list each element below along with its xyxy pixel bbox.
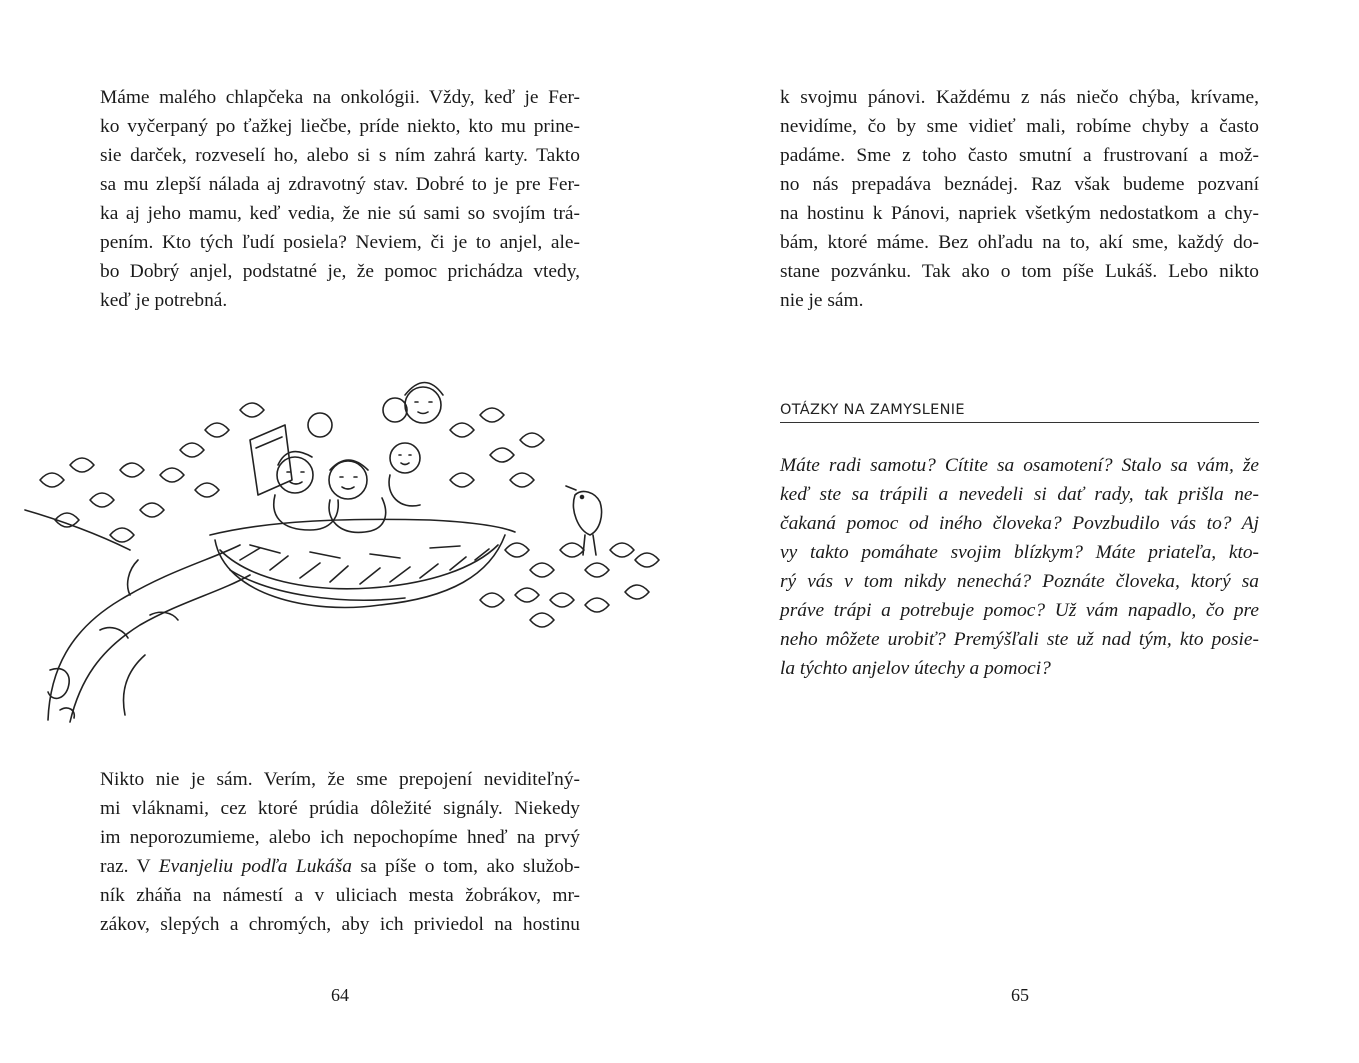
text-line: keď je potrebná. (100, 290, 228, 311)
left-page (0, 0, 679, 1063)
text-line (100, 852, 580, 881)
left-paragraph-1 (100, 83, 580, 315)
text-line: čakaná pomoc od iného človeka? Povzbudilo vás to? Aj (780, 513, 1259, 534)
text-line: neho môžete urobiť? Premýšľali ste už nad tým, kto posie- (780, 629, 1259, 650)
text-line: vy takto pomáhate svojim blízkym? Máte priateľa, kto- (780, 542, 1259, 563)
text-line: Máte radi samotu? Cítite sa osamotení? Stalo sa vám, že (780, 455, 1259, 476)
left-paragraph-2 (100, 765, 580, 939)
text-line: nevidíme, čo by sme vidieť mali, robíme chyby a často (780, 116, 1259, 137)
text-line: mi vláknami, cez ktoré prúdia dôležité signály. Niekedy (100, 798, 580, 819)
text-line: padáme. Sme z toho často smutní a frustrovaní a mož- (780, 145, 1259, 166)
text-line: sa mu zlepší nálada aj zdravotný stav. Dobré to je pre Fer- (100, 174, 580, 195)
text-line: zákov, slepých a chromých, aby ich priviedol na hostinu (100, 914, 580, 935)
tree-nest-children-drawing-icon (10, 370, 670, 730)
text-line: bám, ktoré máme. Bez ohľadu na to, akí sme, každý do- (780, 232, 1259, 253)
questions-paragraph (780, 451, 1259, 683)
text-line: ko vyčerpaný po ťažkej liečbe, príde niekto, kto mu prine- (100, 116, 580, 137)
text-line: im neporozumieme, alebo ich nepochopíme hneď na prvý (100, 827, 580, 848)
text-line: práve trápi a potrebuje pomoc? Už vám napadlo, čo pre (780, 600, 1259, 621)
text-line: k svojmu pánovi. Každému z nás niečo chýba, krívame, (780, 87, 1259, 108)
text-segment: raz. V (100, 856, 159, 877)
text-line: Máme malého chlapčeka na onkológii. Vždy, keď je Fer- (100, 87, 580, 108)
text-line: ka aj jeho mamu, keď vedia, že nie sú sami so svojím trá- (100, 203, 580, 224)
text-line: ník zháňa na námestí a v uliciach mesta žobrákov, mr- (100, 885, 580, 906)
page-number-right: 65 (1011, 985, 1029, 1005)
text-line: bo Dobrý anjel, podstatné je, že pomoc prichádza vtedy, (100, 261, 580, 282)
book-title-italic: Evanjeliu podľa Lukáša (158, 856, 352, 877)
text-line: no nás prepadáva beznádej. Raz však budeme pozvaní (780, 174, 1259, 195)
text-line: pením. Kto tých ľudí posiela? Neviem, či je to anjel, ale- (100, 232, 580, 253)
text-segment: sa píše o tom, ako služob- (351, 856, 581, 877)
page-number-left: 64 (331, 985, 349, 1005)
text-line: nie je sám. (780, 290, 864, 311)
right-paragraph-1 (780, 83, 1259, 315)
text-line: la týchto anjelov útechy a pomoci? (780, 658, 1051, 679)
text-line: keď ste sa trápili a nevedeli si dať rady, tak prišla ne- (780, 484, 1259, 505)
text-line: stane pozvánku. Tak ako o tom píše Lukáš. Lebo nikto (780, 261, 1259, 282)
text-line: sie darček, rozveselí ho, alebo si s ním zahrá karty. Takto (100, 145, 580, 166)
right-page (680, 0, 1359, 1063)
text-line: rý vás v tom nikdy nenechá? Poznáte človeka, ktorý sa (780, 571, 1259, 592)
section-heading: OTÁZKY NA ZAMYSLENIE (780, 402, 1259, 423)
text-line: Nikto nie je sám. Verím, že sme prepojení neviditeľný- (100, 769, 580, 790)
text-line: na hostinu k Pánovi, napriek všetkým nedostatkom a chy- (780, 203, 1259, 224)
